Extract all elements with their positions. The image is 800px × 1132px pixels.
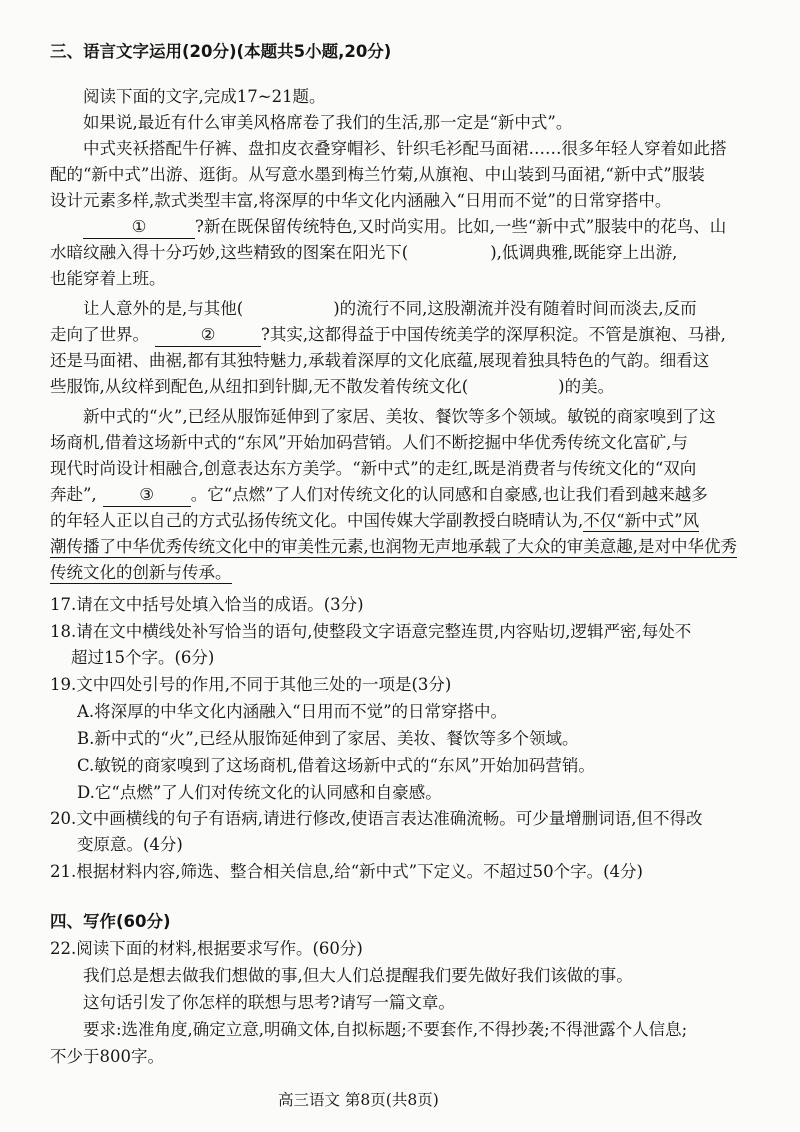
question-17: 17.请在文中括号处填入恰当的成语。(3分) bbox=[50, 595, 364, 614]
underlined-sentence-part3: 传统文化的创新与传承。 bbox=[50, 563, 232, 582]
blank-3: ③ bbox=[103, 484, 191, 507]
question-20-line1: 20.文中画横线的句子有语病,请进行修改,使语言表达准确流畅。可少量增删词语,但不得改 bbox=[50, 809, 703, 828]
passage-p4-text1b: )的流行不同,这股潮流并没有随着时间而淡去,反而 bbox=[333, 299, 697, 318]
passage-p5-line1: 新中式的“火”,已经从服饰延伸到了家居、美妆、餐饮等多个领域。敏锐的商家嗅到了这 bbox=[83, 407, 716, 426]
passage-p3-text2a: 水暗纹融入得十分巧妙,这些精致的图案在阳光下( bbox=[50, 243, 409, 262]
blank-1: ① bbox=[83, 216, 195, 239]
passage-p2-line3: 设计元素多样,款式类型丰富,将深厚的中华文化内涵融入“日用而不觉”的日常穿搭中。 bbox=[50, 191, 672, 210]
question-18-line2: 超过15个字。(6分) bbox=[71, 648, 215, 667]
underlined-sentence-part1: 不仅“新中式”风 bbox=[583, 511, 700, 530]
passage-p4-line4 bbox=[50, 376, 614, 398]
passage-p5-line2: 场商机,借着这场新中式的“东风”开始加码营销。人们不断挖掘中华优秀传统文化富矿,与 bbox=[50, 433, 688, 452]
underlined-sentence-part2: 潮传播了中华优秀传统文化中的审美性元素,也润物无声地承载了大众的审美意趣,是对中华优秀 bbox=[50, 537, 737, 556]
question-18-line1: 18.请在文中横线处补写恰当的语句,使整段文字语意完整连贯,内容贴切,逻辑严密,每处不 bbox=[50, 622, 692, 641]
section3-intro: 阅读下面的文字,完成17~21题。 bbox=[83, 87, 326, 106]
question-19: 19.文中四处引号的作用,不同于其他三处的一项是(3分) bbox=[50, 675, 452, 694]
question-21: 21.根据材料内容,筛选、整合相关信息,给“新中式”下定义。不超过50个字。(4分) bbox=[50, 862, 643, 881]
passage-p2-line2: 配的“新中式”出游、逛街。从写意水墨到梅兰竹菊,从旗袍、中山装到马面裙,“新中式”服装 bbox=[50, 165, 705, 184]
question-20-line2: 变原意。(4分) bbox=[77, 835, 183, 854]
passage-p3-line2 bbox=[50, 242, 677, 264]
passage-p1: 如果说,最近有什么审美风格席卷了我们的生活,那一定是“新中式”。 bbox=[83, 113, 573, 132]
passage-p4-line3: 还是马面裙、曲裾,都有其独特魅力,承载着深厚的文化底蕴,展现着独具特色的气韵。细看这 bbox=[50, 351, 710, 370]
passage-p4-line1 bbox=[83, 298, 697, 320]
passage-p5-text4b: 。它“点燃”了人们对传统文化的认同感和自豪感,也让我们看到越来越多 bbox=[190, 485, 708, 504]
question-19-option-d: D.它“点燃”了人们对传统文化的认同感和自豪感。 bbox=[77, 783, 442, 802]
blank-2: ② bbox=[155, 324, 261, 347]
passage-p5-line4 bbox=[50, 484, 708, 507]
question-19-option-a: A.将深厚的中华文化内涵融入“日用而不觉”的日常穿搭中。 bbox=[77, 702, 508, 721]
passage-p3-line1 bbox=[83, 216, 726, 239]
passage-p4-text4b: )的美。 bbox=[558, 377, 615, 396]
essay-requirements-line1: 要求:选准角度,确定立意,明确文体,自拟标题;不要套作,不得抄袭;不得泄露个人信息; bbox=[83, 1020, 688, 1039]
question-19-option-c: C.敏锐的商家嗅到了这场商机,借着这场新中式的“东风”开始加码营销。 bbox=[77, 756, 595, 775]
passage-p5-text4a: 奔赴”, bbox=[50, 485, 97, 504]
essay-requirements-line2: 不少于800字。 bbox=[50, 1047, 164, 1066]
passage-p4-text1a: 让人意外的是,与其他( bbox=[83, 299, 244, 318]
passage-p3-text: ?新在既保留传统特色,又时尚实用。比如,一些“新中式”服装中的花鸟、山 bbox=[195, 217, 727, 236]
passage-p3-text2b: ),低调典雅,既能穿上出游, bbox=[490, 243, 678, 262]
passage-p5-text5a: 的年轻人正以自己的方式弘扬传统文化。中国传媒大学副教授白晓晴认为, bbox=[50, 511, 584, 530]
passage-p5-line6 bbox=[50, 536, 737, 558]
section3-title: 三、语言文字运用(20分)(本题共5小题,20分) bbox=[50, 42, 392, 61]
passage-p4-line2 bbox=[50, 324, 726, 347]
essay-material-line2: 这句话引发了你怎样的联想与思考?请写一篇文章。 bbox=[83, 993, 455, 1012]
passage-p5-line3: 现代时尚设计相融合,创意表达东方美学。“新中式”的走红,既是消费者与传统文化的“双向 bbox=[50, 459, 697, 478]
page-footer: 高三语文 第8页(共8页) bbox=[278, 1091, 439, 1109]
passage-p4-text2b: ?其实,这都得益于中国传统美学的深厚积淀。不管是旗袍、马褂, bbox=[261, 325, 726, 344]
passage-p4-text2a: 走向了世界。 bbox=[50, 325, 149, 344]
passage-p5-line5 bbox=[50, 510, 699, 532]
passage-p5-line7 bbox=[50, 562, 232, 584]
passage-p4-text4a: 些服饰,从纹样到配色,从纽扣到针脚,无不散发着传统文化( bbox=[50, 377, 469, 396]
passage-p3-line3: 也能穿着上班。 bbox=[50, 269, 166, 288]
section4-title: 四、写作(60分) bbox=[50, 912, 171, 931]
question-22: 22.阅读下面的材料,根据要求写作。(60分) bbox=[50, 939, 363, 958]
question-19-option-b: B.新中式的“火”,已经从服饰延伸到了家居、美妆、餐饮等多个领域。 bbox=[77, 729, 579, 748]
essay-material-line1: 我们总是想去做我们想做的事,但大人们总提醒我们要先做好我们该做的事。 bbox=[83, 966, 633, 985]
passage-p2-line1: 中式夹袄搭配牛仔裤、盘扣皮衣叠穿帽衫、针织毛衫配马面裙……很多年轻人穿着如此搭 bbox=[83, 139, 727, 158]
